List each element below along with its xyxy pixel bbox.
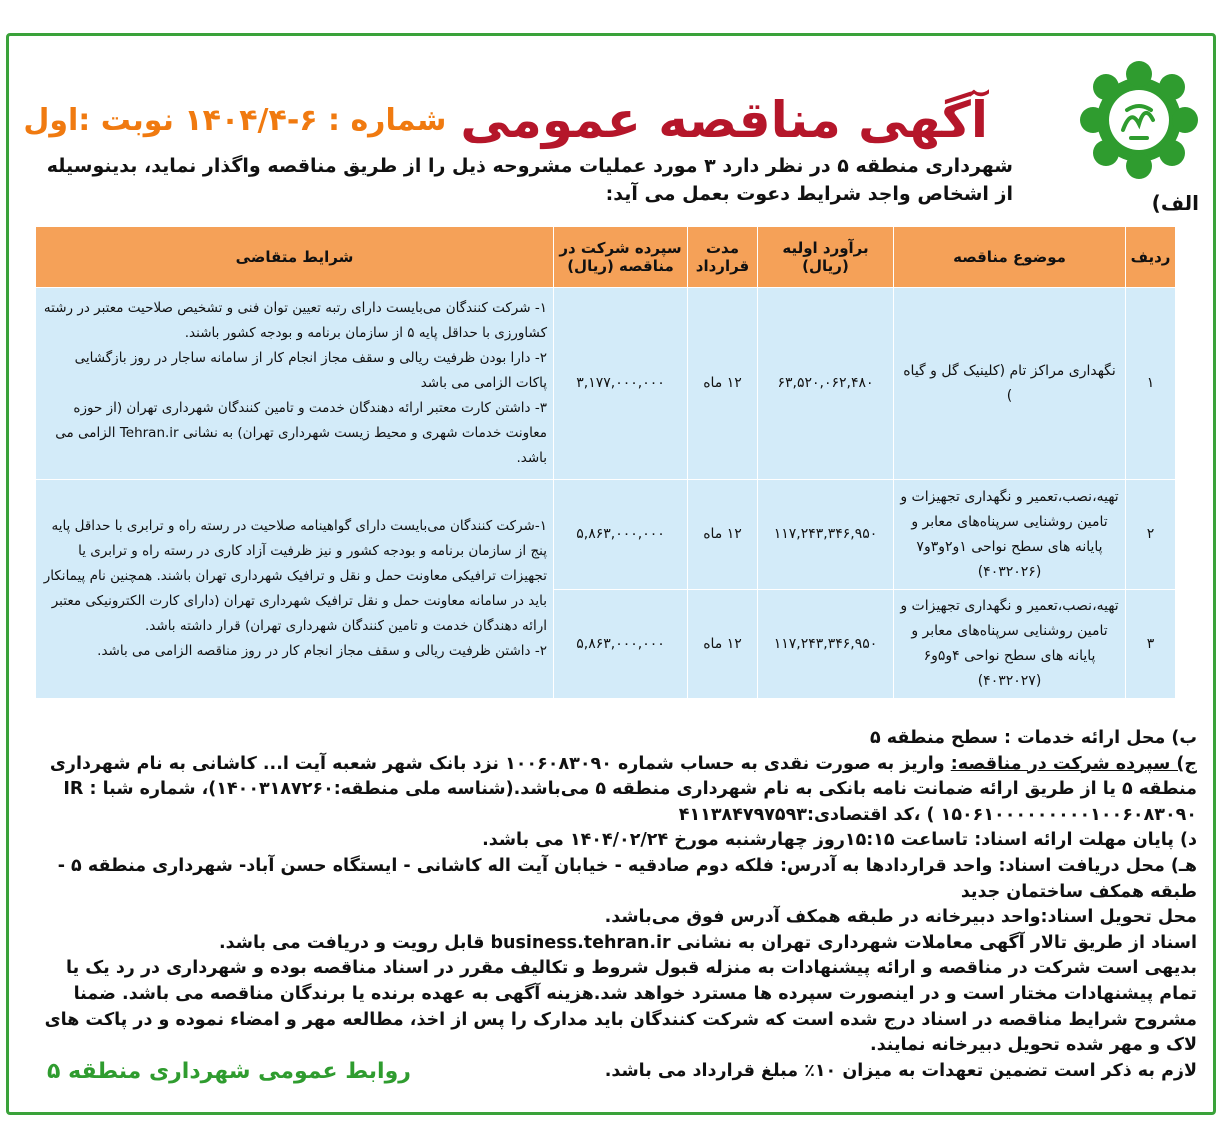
deposit-details: واریز به صورت نقدی به حساب شماره ۱۰۰۶۰۸۳۰۹۰ نزد بانک شهر شعبه آیت ا... کاشانی به نام شهرداری منطقه ۵ یا از طریق ارائه ضمانت نامه بانکی به نام شهرداری منطقه ۵ می‌باشد.(شناسه ملی منطقه:۱۴۰۰۳۱۸۷۲۶۰)، شماره شبا : IR ۱۵۰۶۱۰۰۰۰۰۰۰۰۰۱۰۰۶۰۸۳۰۹۰ ) ،کد اقتصادی:۴۱۱۳۸۴۷۹۷۵۹۳ [49, 753, 1197, 825]
cell-duration: ۱۲ ماه [688, 590, 758, 699]
tender-table [35, 226, 1176, 699]
deadline: د) پایان مهلت ارائه اسناد: تاساعت ۱۵:۱۵روز چهارشنبه مورخ ۱۴۰۴/۰۲/۲۴ می باشد. [482, 830, 1197, 851]
col-header-deposit: سپرده شرکت در مناقصه (ریال) [554, 227, 688, 288]
cell-subject: نگهداری مراکز تام (کلینیک گل و گیاه ) [894, 288, 1126, 480]
cell-row: ۲ [1126, 480, 1176, 590]
title-row [23, 80, 988, 160]
col-header-duration: مدت قرارداد [688, 227, 758, 288]
intro-text: در نظر دارد ۳ مورد عملیات مشروحه ذیل را از طریق مناقصه واگذار نماید، بدینوسیله از اشخاص واجد شرایط دعوت بعمل می آید: [46, 155, 1013, 205]
portal-info: اسناد از طریق تالار آگهی معاملات شهرداری تهران به نشانی business.tehran.ir قابل رویت و دریافت می باشد. [218, 932, 1197, 953]
documents-address: هـ) محل دریافت اسناد: واحد قراردادها به آدرس: فلکه دوم صادقیه - خیابان آیت اله کاشانی - ایستگاه حسن آباد- شهرداری منطقه ۵ - طبقه همکف ساختمان جدید [57, 855, 1197, 902]
section-alef-label: الف) [1151, 191, 1199, 215]
table-header-row [36, 227, 1176, 288]
cell-terms: ۱-شرکت کنندگان می‌بایست دارای گواهینامه صلاحیت در رسته راه و ترابری با حداقل پایه پنج از سازمان برنامه و بودجه کشور و نیز ظرفیت آزاد کاری در رسته راه و ترابری یا تجهیزات ترافیکی معاونت حمل و نقل و ترافیک شهرداری تهران باشند. همچنین نام پیمانکار باید در سامانه معاونت حمل و نقل ترافیک شهرداری تهران (دارای کارت الکترونیکی معتبر ارائه دهندگان خدمت و تامین کنندگان شهرداری تهران) قرار داشته باشد. ۲- داشتن ظرفیت ریالی و سقف مجاز انجام کار در روز مناقصه الزامی می باشد. [36, 480, 554, 699]
cell-deposit: ۵,۸۶۳,۰۰۰,۰۰۰ [554, 480, 688, 590]
notice-body [29, 726, 1197, 1084]
guarantee-note: لازم به ذکر است تضمین تعهدات به میزان ۱۰٪ مبلغ قرارداد می باشد. [604, 1060, 1197, 1081]
notice-number: شماره : ۶-۱۴۰۴/۴ نوبت :اول [23, 102, 447, 138]
cell-row: ۳ [1126, 590, 1176, 699]
cell-estimate: ۶۳,۵۲۰,۰۶۲,۴۸۰ [758, 288, 894, 480]
cell-estimate: ۱۱۷,۲۴۳,۳۴۶,۹۵۰ [758, 480, 894, 590]
cell-estimate: ۱۱۷,۲۴۳,۳۴۶,۹۵۰ [758, 590, 894, 699]
cell-duration: ۱۲ ماه [688, 288, 758, 480]
cell-row: ۱ [1126, 288, 1176, 480]
col-header-row: ردیف [1126, 227, 1176, 288]
notice-frame [6, 33, 1216, 1115]
cell-duration: ۱۲ ماه [688, 480, 758, 590]
col-header-estimate: برآورد اولیه (ریال) [758, 227, 894, 288]
intro-org: شهرداری منطقه ۵ [837, 155, 1013, 177]
cell-deposit: ۵,۸۶۳,۰۰۰,۰۰۰ [554, 590, 688, 699]
col-header-subject: موضوع مناقصه [894, 227, 1126, 288]
cell-deposit: ۳,۱۷۷,۰۰۰,۰۰۰ [554, 288, 688, 480]
service-location: ب) محل ارائه خدمات : سطح منطقه ۵ [869, 728, 1197, 748]
conditions-note: بدیهی است شرکت در مناقصه و ارائه پیشنهادات به منزله قبول شروط و تکالیف مقرر در اسناد مناقصه بوده و شهرداری در رد یک یا تمام پیشنهادات مختار است و در اینصورت سپرده ها مسترد خواهد شد.هزینه آگهی به عهده برنده یا برندگان مناقصه می باشد. ضمنا مشروح شرایط مناقصه در اسناد درج شده است که شرکت کنندگان باید مدارک را پس از اخذ، مطالعه مهر و امضاء نموده و در پاکت های لاک و مهر شده تحویل دبیرخانه نمایند. [44, 958, 1197, 1056]
footer-signature: روابط عمومی شهرداری منطقه ۵ [47, 1059, 411, 1084]
col-header-terms: شرایط متقاضی [36, 227, 554, 288]
deposit-label: ج) سپرده شرکت در مناقصه: [950, 753, 1197, 774]
cell-subject: تهیه،نصب،تعمیر و نگهداری تجهیزات و تامین روشنایی سرپناه‌های معابر و پایانه های سطح نواحی ۱و۲و۳و۷ (۴۰۳۲۰۲۶) [894, 480, 1126, 590]
table-row [36, 480, 1176, 590]
notice-title: آگهی مناقصه عمومی [460, 91, 988, 149]
municipality-logo-icon [1079, 58, 1199, 198]
delivery-location: محل تحویل اسناد:واحد دبیرخانه در طبقه همکف آدرس فوق می‌باشد. [604, 907, 1197, 928]
cell-subject: تهیه،نصب،تعمیر و نگهداری تجهیزات و تامین روشنایی سرپناه‌های معابر و پایانه های سطح نواحی ۴و۵و۶ (۴۰۳۲۰۲۷) [894, 590, 1126, 699]
deposit-paragraph [29, 752, 1197, 829]
intro-paragraph [31, 152, 1013, 208]
table-row [36, 288, 1176, 480]
cell-terms: ۱- شرکت کنندگان می‌بایست دارای رتبه تعیین توان فنی و تشخیص صلاحیت معتبر در رشته کشاورزی با حداقل پایه ۵ از سازمان برنامه و بودجه کشور باشند. ۲- دارا بودن ظرفیت ریالی و سقف مجاز انجام کار از سامانه ساجار در روز بازگشایی پاکات الزامی می باشد ۳- داشتن کارت معتبر ارائه دهندگان خدمت و تامین کنندگان شهرداری تهران (از حوزه معاونت خدمات شهری و محیط زیست شهرداری تهران) به نشانی Tehran.ir الزامی می باشد. [36, 288, 554, 480]
